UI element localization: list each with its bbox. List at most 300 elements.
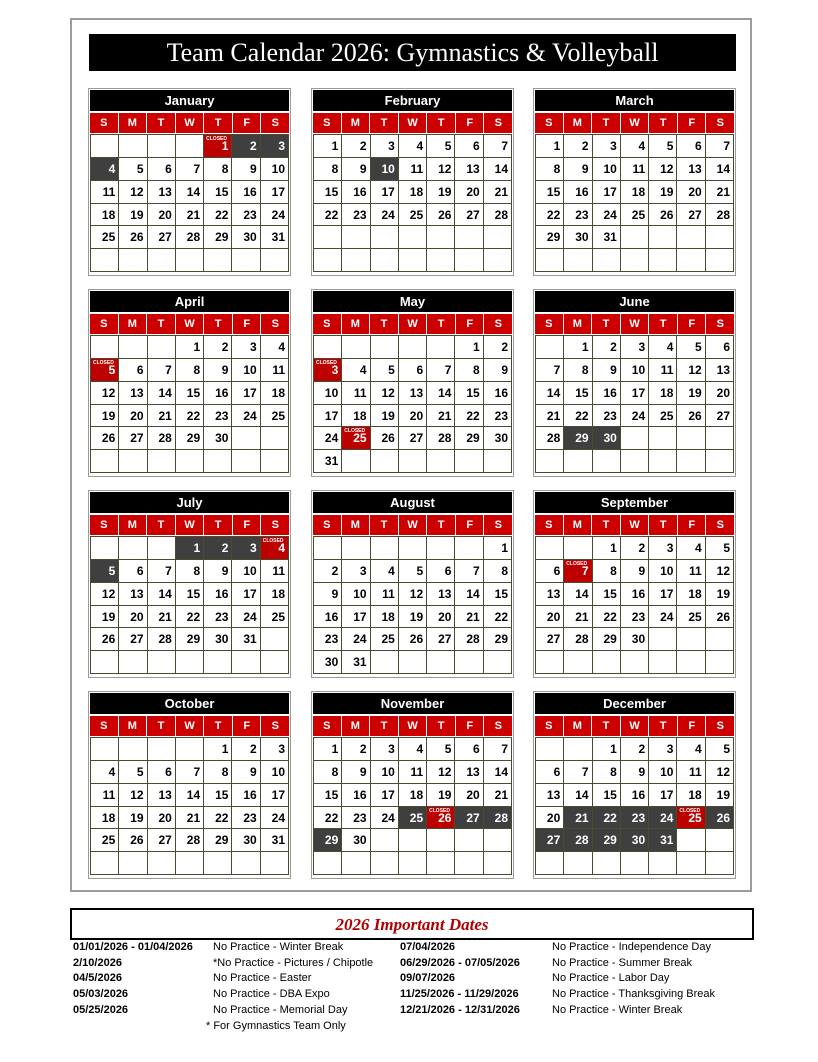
day-cell: 24 — [261, 204, 289, 227]
day-cell: 14 — [484, 158, 512, 181]
weekday-label: S — [535, 515, 564, 535]
day-cell: 13 — [119, 382, 147, 405]
day-cell: 21 — [484, 181, 512, 204]
day-cell: 27 — [148, 829, 176, 852]
weekday-label: T — [427, 515, 456, 535]
weekday-label: S — [271, 117, 279, 129]
day-cell: 11 — [621, 158, 649, 181]
day-cell: CLOSED 25 — [342, 427, 370, 450]
month-title: June — [535, 291, 734, 312]
weekday-label: T — [592, 314, 621, 334]
empty-cell — [677, 427, 705, 450]
day-cell: 18 — [91, 204, 119, 227]
day-cell: 3 — [232, 336, 260, 359]
day-cell: 19 — [119, 204, 147, 227]
empty-cell — [314, 249, 342, 272]
empty-cell — [427, 829, 455, 852]
day-cell: 4 — [621, 135, 649, 158]
day-cell: 7 — [484, 135, 512, 158]
day-cell: 18 — [261, 583, 289, 606]
day-cell: 30 — [342, 829, 370, 852]
month-august — [311, 490, 514, 678]
day-cell: 4 — [677, 537, 705, 560]
day-cell: 5 — [91, 560, 119, 583]
empty-cell — [232, 852, 260, 875]
weekday-label: T — [649, 314, 678, 334]
empty-cell — [706, 450, 734, 473]
empty-cell — [484, 249, 512, 272]
day-cell: 17 — [593, 181, 621, 204]
weekday-header — [313, 515, 512, 535]
empty-cell — [176, 852, 204, 875]
weekday-header — [313, 113, 512, 133]
important-date: 05/25/2026 — [73, 1003, 129, 1016]
day-cell: 4 — [399, 135, 427, 158]
empty-cell — [427, 852, 455, 875]
empty-cell — [371, 450, 399, 473]
day-cell: CLOSED 3 — [314, 359, 342, 382]
day-cell: 24 — [232, 405, 260, 428]
day-cell: 16 — [621, 784, 649, 807]
day-cell: 17 — [621, 382, 649, 405]
day-cell: 14 — [536, 382, 564, 405]
day-cell: 28 — [484, 204, 512, 227]
weekday-label: F — [456, 515, 485, 535]
weekday-label: S — [535, 716, 564, 736]
day-cell: 28 — [427, 427, 455, 450]
day-cell: 17 — [261, 181, 289, 204]
important-date-note: No Practice - Labor Day — [552, 972, 670, 985]
empty-cell — [371, 249, 399, 272]
day-cell: 22 — [176, 405, 204, 428]
empty-cell — [536, 336, 564, 359]
day-cell: 14 — [148, 382, 176, 405]
day-cell: 5 — [371, 359, 399, 382]
day-cell: 25 — [399, 807, 427, 830]
day-cell: 23 — [484, 405, 512, 428]
day-cell: 15 — [176, 382, 204, 405]
important-date: 12/21/2026 - 12/31/2026 — [400, 1003, 520, 1016]
empty-cell — [536, 450, 564, 473]
empty-cell — [91, 651, 119, 674]
day-cell: 2 — [232, 738, 260, 761]
day-cell: 1 — [536, 135, 564, 158]
weekday-label: W — [621, 314, 650, 334]
day-cell: 6 — [455, 135, 483, 158]
day-cell: 20 — [455, 784, 483, 807]
empty-cell — [677, 226, 705, 249]
empty-cell — [91, 249, 119, 272]
day-cell: 17 — [232, 382, 260, 405]
day-cell: 15 — [204, 181, 232, 204]
day-cell: 25 — [621, 204, 649, 227]
day-cell: 12 — [649, 158, 677, 181]
day-cell: 29 — [484, 628, 512, 651]
weekday-label: F — [233, 113, 262, 133]
day-cell: 12 — [119, 181, 147, 204]
day-cell: 10 — [371, 158, 399, 181]
day-cell: 15 — [455, 382, 483, 405]
day-cell: 9 — [314, 583, 342, 606]
empty-cell — [261, 628, 289, 651]
weekday-label: S — [535, 314, 564, 334]
empty-cell — [677, 651, 705, 674]
month-title: December — [535, 693, 734, 714]
important-date: 09/07/2026 — [400, 972, 456, 985]
day-cell: 6 — [148, 158, 176, 181]
day-cell: 2 — [232, 135, 260, 158]
day-cell: 14 — [427, 382, 455, 405]
day-cell: 24 — [649, 606, 677, 629]
day-cell: 15 — [593, 583, 621, 606]
day-cell: CLOSED 26 — [427, 807, 455, 830]
day-cell: 31 — [232, 628, 260, 651]
day-cell: 12 — [371, 382, 399, 405]
weekday-label: M — [564, 716, 593, 736]
weekday-label: M — [119, 113, 148, 133]
weekday-label: S — [271, 519, 279, 531]
day-cell: 23 — [621, 807, 649, 830]
day-grid — [535, 536, 734, 674]
day-cell: 29 — [593, 628, 621, 651]
important-date-note: No Practice - DBA Expo — [213, 988, 330, 1001]
day-cell: 13 — [119, 583, 147, 606]
day-cell: 19 — [119, 807, 147, 830]
important-date: 01/01/2026 - 01/04/2026 — [73, 941, 193, 953]
day-cell: 1 — [593, 738, 621, 761]
day-cell: 11 — [261, 560, 289, 583]
weekday-label: W — [399, 716, 428, 736]
day-cell: 9 — [564, 158, 592, 181]
day-cell: 8 — [564, 359, 592, 382]
day-cell: 12 — [427, 761, 455, 784]
empty-cell — [706, 427, 734, 450]
weekday-label: S — [494, 318, 502, 330]
month-title: January — [90, 90, 289, 111]
empty-cell — [176, 738, 204, 761]
day-cell: 27 — [119, 628, 147, 651]
day-cell: 20 — [536, 807, 564, 830]
day-cell: 8 — [593, 560, 621, 583]
weekday-label: W — [399, 113, 428, 133]
day-cell: 16 — [342, 784, 370, 807]
empty-cell — [119, 537, 147, 560]
day-cell: 8 — [204, 158, 232, 181]
day-cell: 2 — [593, 336, 621, 359]
day-cell: 16 — [232, 181, 260, 204]
day-cell: 4 — [342, 359, 370, 382]
weekday-label: S — [271, 720, 279, 732]
footnote: * For Gymnastics Team Only — [206, 1020, 346, 1032]
weekday-label: M — [119, 716, 148, 736]
day-grid — [535, 134, 734, 272]
day-cell: 27 — [148, 226, 176, 249]
important-date: 05/03/2026 — [73, 988, 129, 1001]
page-title: Team Calendar 2026: Gymnastics & Volleyball — [89, 34, 736, 71]
day-cell: 20 — [455, 181, 483, 204]
empty-cell — [484, 450, 512, 473]
day-cell: 14 — [455, 583, 483, 606]
weekday-label: W — [399, 314, 428, 334]
day-cell: 9 — [204, 560, 232, 583]
closed-label: CLOSED — [344, 428, 366, 435]
day-cell: 24 — [261, 807, 289, 830]
day-cell: 22 — [314, 204, 342, 227]
day-cell: CLOSED 4 — [261, 537, 289, 560]
day-cell: 10 — [261, 158, 289, 181]
empty-cell — [119, 852, 147, 875]
day-cell: 21 — [148, 606, 176, 629]
empty-cell — [314, 852, 342, 875]
empty-cell — [706, 249, 734, 272]
day-cell: 18 — [399, 181, 427, 204]
important-date-note: No Practice - Easter — [213, 972, 312, 985]
day-cell: 13 — [399, 382, 427, 405]
day-cell: 5 — [399, 560, 427, 583]
empty-cell — [455, 537, 483, 560]
day-cell: 12 — [427, 158, 455, 181]
day-cell: 21 — [706, 181, 734, 204]
day-cell: 16 — [204, 583, 232, 606]
day-grid — [313, 335, 512, 473]
month-december — [533, 691, 736, 879]
month-october — [88, 691, 291, 879]
empty-cell — [455, 651, 483, 674]
day-cell: 3 — [371, 738, 399, 761]
weekday-label: W — [621, 515, 650, 535]
empty-cell — [649, 852, 677, 875]
day-cell: 17 — [371, 784, 399, 807]
weekday-label: T — [592, 716, 621, 736]
empty-cell — [706, 651, 734, 674]
day-cell: 26 — [91, 628, 119, 651]
weekday-label: S — [535, 113, 564, 133]
day-cell: 19 — [371, 405, 399, 428]
day-cell: 17 — [261, 784, 289, 807]
day-cell: 28 — [564, 628, 592, 651]
weekday-label: W — [621, 716, 650, 736]
day-cell: 21 — [148, 405, 176, 428]
empty-cell — [536, 537, 564, 560]
day-cell: 2 — [564, 135, 592, 158]
empty-cell — [649, 249, 677, 272]
day-cell: 17 — [649, 583, 677, 606]
empty-cell — [342, 226, 370, 249]
empty-cell — [621, 450, 649, 473]
empty-cell — [148, 249, 176, 272]
empty-cell — [677, 249, 705, 272]
day-cell: 24 — [232, 606, 260, 629]
day-cell: 17 — [232, 583, 260, 606]
weekday-header — [313, 314, 512, 334]
day-cell: 15 — [314, 181, 342, 204]
month-title: February — [313, 90, 512, 111]
day-cell: 21 — [176, 807, 204, 830]
day-cell: 8 — [314, 158, 342, 181]
empty-cell — [119, 738, 147, 761]
empty-cell — [176, 249, 204, 272]
day-cell: 29 — [204, 829, 232, 852]
day-cell: 13 — [706, 359, 734, 382]
day-cell: 13 — [455, 761, 483, 784]
day-grid — [90, 737, 289, 875]
empty-cell — [91, 135, 119, 158]
day-cell: 31 — [314, 450, 342, 473]
empty-cell — [399, 829, 427, 852]
day-cell: 7 — [427, 359, 455, 382]
month-title: May — [313, 291, 512, 312]
empty-cell — [621, 249, 649, 272]
day-cell: 20 — [119, 405, 147, 428]
day-cell: 29 — [593, 829, 621, 852]
month-april — [88, 289, 291, 477]
day-cell: 28 — [536, 427, 564, 450]
month-title: March — [535, 90, 734, 111]
empty-cell — [204, 450, 232, 473]
empty-cell — [399, 226, 427, 249]
weekday-label: M — [564, 113, 593, 133]
day-cell: 25 — [91, 226, 119, 249]
day-cell: 24 — [371, 204, 399, 227]
day-cell: 21 — [484, 784, 512, 807]
important-dates-header — [70, 908, 754, 940]
day-cell: 27 — [455, 807, 483, 830]
day-cell: 6 — [399, 359, 427, 382]
day-cell: 2 — [621, 537, 649, 560]
empty-cell — [148, 450, 176, 473]
day-cell: 21 — [536, 405, 564, 428]
closed-label: CLOSED — [206, 136, 227, 142]
day-cell: 1 — [593, 537, 621, 560]
day-cell: 2 — [314, 560, 342, 583]
day-cell: 30 — [621, 628, 649, 651]
day-cell: 1 — [176, 336, 204, 359]
weekday-label: W — [176, 716, 205, 736]
day-cell: 30 — [232, 829, 260, 852]
empty-cell — [261, 427, 289, 450]
day-cell: 1 — [204, 738, 232, 761]
day-cell: 25 — [649, 405, 677, 428]
empty-cell — [119, 135, 147, 158]
month-february — [311, 88, 514, 276]
empty-cell — [204, 651, 232, 674]
day-cell: 17 — [649, 784, 677, 807]
important-date-note: No Practice - Winter Break — [552, 1003, 683, 1016]
day-cell: 20 — [148, 204, 176, 227]
weekday-label: T — [204, 716, 233, 736]
month-november — [311, 691, 514, 879]
day-cell: 23 — [204, 405, 232, 428]
day-cell: 17 — [342, 606, 370, 629]
empty-cell — [564, 450, 592, 473]
month-title: April — [90, 291, 289, 312]
day-cell: 26 — [706, 807, 734, 830]
day-cell: 3 — [621, 336, 649, 359]
weekday-header — [313, 716, 512, 736]
empty-cell — [621, 427, 649, 450]
weekday-header — [535, 716, 734, 736]
empty-cell — [455, 450, 483, 473]
day-cell: 26 — [677, 405, 705, 428]
day-cell: 16 — [232, 784, 260, 807]
day-grid — [535, 335, 734, 473]
empty-cell — [484, 829, 512, 852]
day-cell: 30 — [314, 651, 342, 674]
month-march — [533, 88, 736, 276]
day-cell: 22 — [564, 405, 592, 428]
day-cell: 16 — [593, 382, 621, 405]
day-cell: 8 — [204, 761, 232, 784]
day-cell: 29 — [204, 226, 232, 249]
weekday-label: F — [678, 314, 707, 334]
weekday-label: F — [233, 314, 262, 334]
weekday-label: W — [621, 113, 650, 133]
day-cell: 31 — [593, 226, 621, 249]
day-cell: 12 — [677, 359, 705, 382]
empty-cell — [119, 336, 147, 359]
day-cell: 22 — [593, 606, 621, 629]
day-cell: 25 — [261, 405, 289, 428]
empty-cell — [593, 450, 621, 473]
day-cell: 26 — [706, 606, 734, 629]
weekday-label: T — [147, 716, 176, 736]
empty-cell — [261, 249, 289, 272]
empty-cell — [399, 450, 427, 473]
empty-cell — [232, 249, 260, 272]
day-cell: 18 — [677, 583, 705, 606]
day-cell: 8 — [593, 761, 621, 784]
important-dates-title: 2026 Important Dates — [335, 915, 489, 934]
empty-cell — [91, 450, 119, 473]
day-cell: 3 — [261, 135, 289, 158]
empty-cell — [649, 628, 677, 651]
empty-cell — [536, 852, 564, 875]
day-cell: 25 — [399, 204, 427, 227]
day-cell: 10 — [232, 359, 260, 382]
day-cell: 26 — [399, 628, 427, 651]
empty-cell — [455, 829, 483, 852]
weekday-label: M — [342, 716, 371, 736]
weekday-label: S — [716, 720, 724, 732]
day-cell: 7 — [148, 359, 176, 382]
day-cell: 21 — [427, 405, 455, 428]
empty-cell — [204, 852, 232, 875]
empty-cell — [314, 537, 342, 560]
day-cell: 12 — [706, 560, 734, 583]
day-cell: 30 — [564, 226, 592, 249]
day-cell: 22 — [176, 606, 204, 629]
day-cell: 11 — [649, 359, 677, 382]
important-date: 2/10/2026 — [73, 956, 122, 969]
important-date-note: No Practice - Memorial Day — [213, 1003, 348, 1016]
day-cell: 19 — [649, 181, 677, 204]
month-may — [311, 289, 514, 477]
day-cell: 11 — [261, 359, 289, 382]
day-cell: 30 — [484, 427, 512, 450]
weekday-label: T — [370, 113, 399, 133]
weekday-label: F — [233, 716, 262, 736]
day-grid — [90, 536, 289, 674]
day-cell: 27 — [119, 427, 147, 450]
day-cell: 31 — [649, 829, 677, 852]
empty-cell — [427, 537, 455, 560]
empty-cell — [91, 852, 119, 875]
empty-cell — [593, 249, 621, 272]
day-cell: 25 — [677, 606, 705, 629]
day-cell: 11 — [371, 583, 399, 606]
day-cell: 27 — [399, 427, 427, 450]
weekday-label: T — [427, 716, 456, 736]
